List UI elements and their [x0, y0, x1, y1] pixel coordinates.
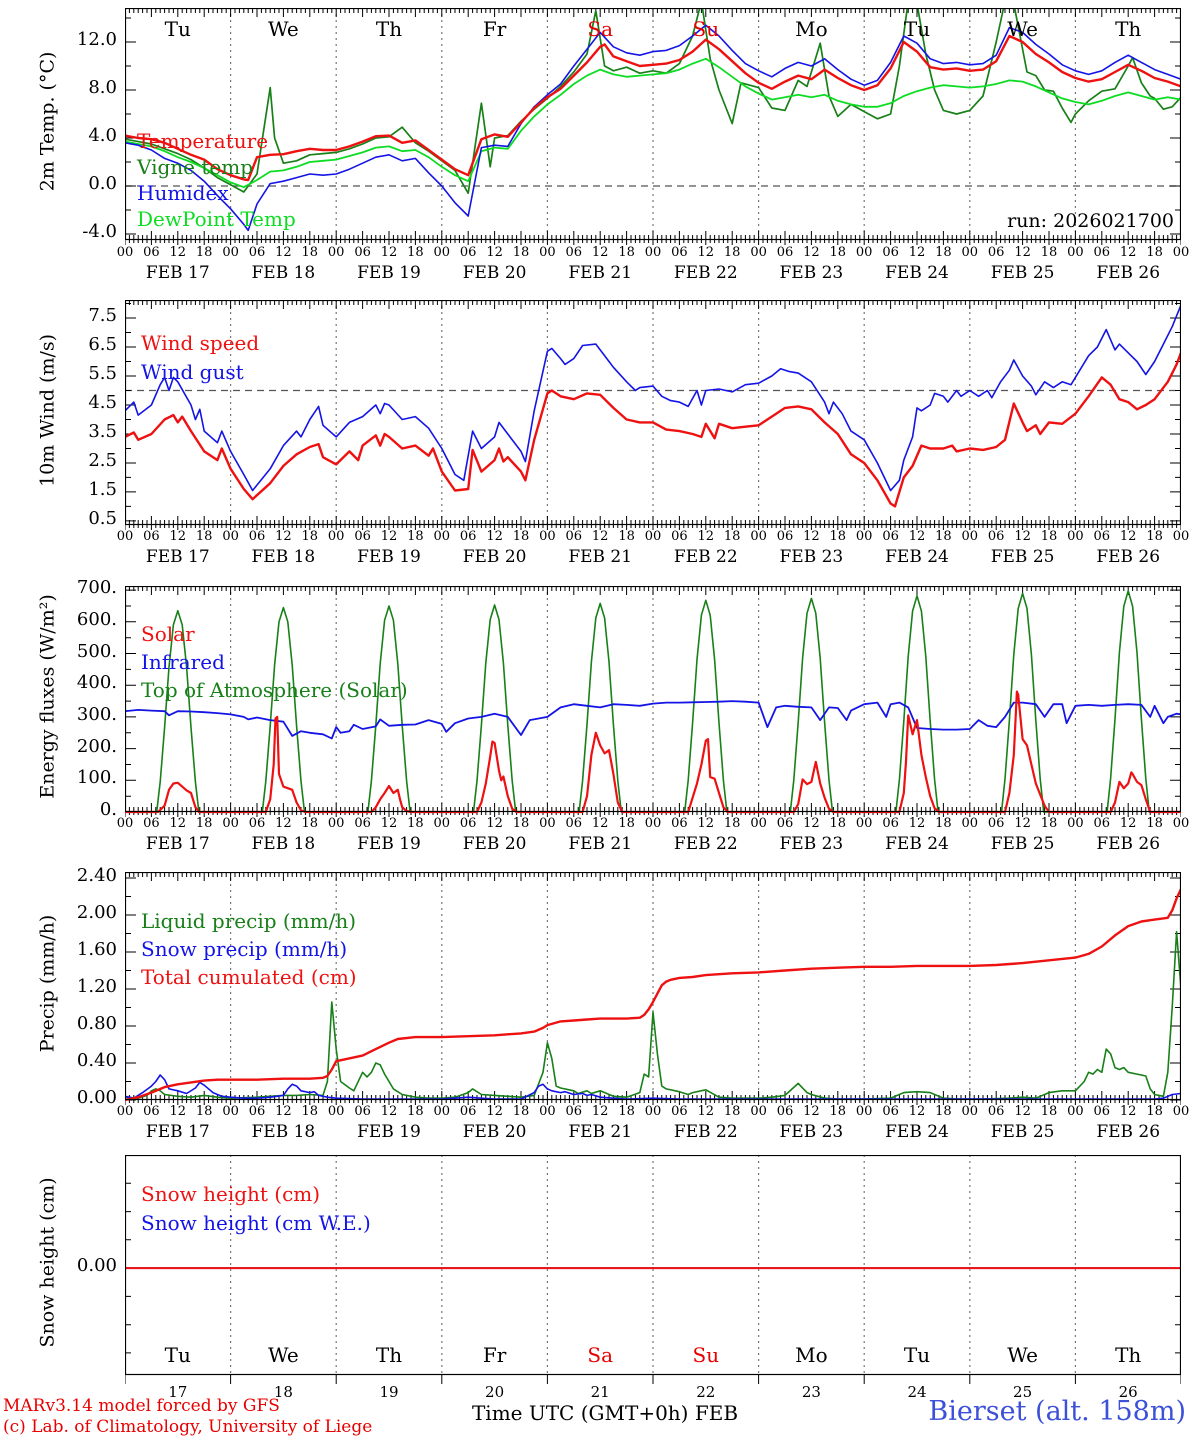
y-tick-label: 1.20: [76, 976, 117, 997]
hour-tick-label: 12: [908, 529, 926, 544]
hour-tick-label: 18: [723, 1104, 741, 1119]
hour-tick-label: 12: [169, 1104, 187, 1119]
hour-tick-label: 12: [591, 1104, 609, 1119]
legend-vigne-temp: Vigne temp: [137, 155, 254, 179]
date-number: 18: [273, 1383, 293, 1401]
hour-tick-label: 06: [1093, 816, 1111, 831]
hour-tick-label: 06: [882, 245, 899, 260]
hour-tick-label: 18: [935, 529, 952, 544]
date-label: FEB 22: [673, 547, 738, 567]
hour-tick-label: 18: [1040, 245, 1058, 260]
date-number: 17: [168, 1383, 188, 1401]
date-label: FEB 24: [885, 263, 949, 283]
hour-tick-label: 12: [591, 245, 609, 260]
date-number: 19: [379, 1383, 399, 1401]
date-number: 25: [1013, 1383, 1033, 1401]
hour-tick-label: 12: [380, 529, 398, 544]
date-label: FEB 18: [251, 263, 316, 283]
hour-tick-label: 00: [855, 816, 873, 831]
date-number: 26: [1118, 1383, 1138, 1401]
hour-tick-label: 18: [618, 529, 635, 544]
hour-tick-label: 06: [354, 529, 371, 544]
y-tick-label: 1.60: [76, 939, 117, 960]
footer-model-credit: MARv3.14 model forced by GFS: [3, 1396, 280, 1416]
hour-tick-label: 18: [618, 1104, 635, 1119]
y-tick-label: 8.0: [88, 76, 117, 98]
date-label: FEB 22: [673, 263, 738, 283]
y-tick-label: 4.0: [88, 124, 117, 146]
y-tick-label: 0.5: [88, 507, 117, 529]
y-tick-label: 700.: [76, 577, 117, 599]
day-label-th: Th: [1115, 1343, 1142, 1367]
date-label: FEB 21: [568, 547, 633, 567]
date-label: FEB 24: [885, 1122, 949, 1142]
hour-tick-label: 00: [116, 529, 134, 544]
day-label-su: Su: [692, 17, 720, 41]
day-label-we: We: [268, 1343, 299, 1367]
hour-tick-label: 18: [829, 816, 847, 831]
hour-tick-label: 18: [618, 245, 635, 260]
date-label: FEB 26: [1096, 547, 1161, 567]
hour-tick-label: 06: [882, 1104, 899, 1119]
day-label-su: Su: [692, 1343, 720, 1367]
hour-tick-label: 18: [1146, 816, 1163, 831]
hour-tick-label: 06: [143, 529, 160, 544]
hour-tick-label: 06: [143, 245, 160, 260]
day-label-tu: Tu: [903, 1343, 931, 1367]
date-label: FEB 25: [990, 547, 1055, 567]
hour-tick-label: 12: [486, 1104, 503, 1119]
y-tick-label: 0.80: [76, 1013, 117, 1034]
hour-tick-label: 12: [486, 245, 503, 260]
date-label: FEB 18: [251, 1122, 316, 1142]
hour-tick-label: 12: [803, 816, 820, 831]
legend-wind-speed: Wind speed: [141, 331, 260, 355]
hour-tick-label: 18: [301, 816, 319, 831]
snow-height-panel-axis-label: Snow height (cm): [36, 1177, 59, 1348]
hour-tick-label: 06: [459, 529, 477, 544]
hour-tick-label: 18: [195, 816, 213, 831]
hour-tick-label: 12: [1119, 245, 1137, 260]
y-tick-label: 100.: [76, 767, 117, 789]
hour-tick-label: 00: [222, 1104, 239, 1119]
date-label: FEB 17: [145, 834, 210, 854]
hour-tick-label: 06: [882, 816, 899, 831]
date-number: 24: [907, 1383, 927, 1401]
hour-tick-label: 00: [222, 816, 239, 831]
hour-tick-label: 18: [1040, 1104, 1058, 1119]
date-label: FEB 18: [251, 547, 316, 567]
y-tick-label: 4.5: [88, 391, 117, 413]
hour-tick-label: 12: [697, 529, 715, 544]
hour-tick-label: 18: [407, 816, 424, 831]
hour-tick-label: 00: [961, 816, 979, 831]
date-label: FEB 21: [568, 263, 633, 283]
y-tick-label: 0.40: [76, 1050, 117, 1071]
date-label: FEB 20: [462, 834, 527, 854]
hour-tick-label: 12: [908, 816, 926, 831]
date-label: FEB 20: [462, 1122, 527, 1142]
energy-panel-axis-label: Energy fluxes (W/m²): [36, 594, 59, 799]
hour-tick-label: 00: [327, 529, 345, 544]
day-label-mo: Mo: [795, 1343, 828, 1367]
hour-tick-label: 00: [855, 245, 873, 260]
date-label: FEB 20: [462, 263, 527, 283]
hour-tick-label: 00: [1067, 245, 1084, 260]
hour-tick-label: 06: [987, 1104, 1005, 1119]
hour-tick-label: 06: [248, 529, 266, 544]
date-label: FEB 24: [885, 834, 949, 854]
hour-tick-label: 18: [1146, 1104, 1163, 1119]
hour-tick-label: 00: [433, 245, 451, 260]
y-tick-label: 0.0: [88, 172, 117, 194]
wind-panel-axis-label: 10m Wind (m/s): [36, 333, 59, 487]
hour-tick-label: 12: [697, 816, 715, 831]
date-label: FEB 23: [779, 834, 844, 854]
station-label: Bierset (alt. 158m): [928, 1396, 1186, 1427]
date-label: FEB 23: [779, 1122, 844, 1142]
hour-tick-label: 06: [565, 529, 583, 544]
y-tick-label: 2.00: [76, 902, 117, 923]
y-tick-label: 1.5: [88, 478, 117, 500]
hour-tick-label: 12: [169, 245, 187, 260]
hour-tick-label: 18: [935, 245, 952, 260]
hour-tick-label: 00: [433, 816, 451, 831]
y-tick-label: 500.: [76, 640, 117, 662]
hour-tick-label: 12: [1119, 529, 1137, 544]
date-label: FEB 21: [568, 834, 633, 854]
date-label: FEB 23: [779, 547, 844, 567]
legend-dewpoint-temp: DewPoint Temp: [137, 207, 296, 231]
date-label: FEB 25: [990, 1122, 1055, 1142]
date-label: FEB 19: [357, 834, 421, 854]
y-tick-label: 400.: [76, 672, 117, 694]
hour-tick-label: 00: [855, 529, 873, 544]
hour-tick-label: 12: [1014, 245, 1031, 260]
hour-tick-label: 06: [671, 245, 688, 260]
day-label-we: We: [268, 17, 299, 41]
hour-tick-label: 12: [486, 816, 503, 831]
date-label: FEB 19: [357, 1122, 421, 1142]
day-label-sa: Sa: [587, 17, 613, 41]
hour-tick-label: 12: [380, 245, 398, 260]
hour-tick-label: 12: [169, 816, 187, 831]
y-tick-label: 0.00: [76, 1087, 117, 1108]
y-tick-label: 2.40: [76, 865, 117, 886]
hour-tick-label: 00: [1067, 1104, 1084, 1119]
hour-tick-label: 06: [1093, 1104, 1111, 1119]
date-label: FEB 25: [990, 834, 1055, 854]
hour-tick-label: 18: [407, 529, 424, 544]
hour-tick-label: 00: [750, 245, 767, 260]
temperature-panel-axis-label: 2m Temp. (°C): [36, 51, 59, 192]
legend-wind-gust: Wind gust: [141, 360, 244, 384]
hour-tick-label: 06: [671, 529, 688, 544]
hour-tick-label: 06: [459, 245, 477, 260]
hour-tick-label: 00: [644, 1104, 662, 1119]
footer-copyright: (c) Lab. of Climatology, University of Liege: [3, 1417, 373, 1437]
date-label: FEB 20: [462, 547, 527, 567]
x-axis-title: Time UTC (GMT+0h) FEB: [471, 1401, 739, 1425]
day-label-th: Th: [375, 1343, 403, 1367]
y-tick-label: 5.5: [88, 362, 117, 384]
precip-panel-axis-label: Precip (mm/h): [36, 914, 59, 1053]
y-tick-label: 6.5: [88, 333, 117, 355]
hour-tick-label: 18: [1146, 245, 1163, 260]
hour-tick-label: 06: [987, 816, 1005, 831]
hour-tick-label: 12: [486, 529, 503, 544]
legend-temperature: Temperature: [137, 129, 269, 153]
hour-tick-label: 12: [380, 1104, 398, 1119]
day-label-tu: Tu: [164, 17, 191, 41]
date-label: FEB 24: [885, 547, 949, 567]
hour-tick-label: 06: [354, 1104, 371, 1119]
day-label-we: We: [1007, 17, 1038, 41]
date-label: FEB 17: [145, 547, 210, 567]
hour-tick-label: 00: [1067, 529, 1084, 544]
hour-tick-label: 12: [697, 1104, 715, 1119]
wind-panel-frame: [126, 301, 1181, 525]
hour-tick-label: 06: [671, 816, 688, 831]
hour-tick-label: 12: [803, 245, 820, 260]
hour-tick-label: 18: [512, 529, 530, 544]
hour-tick-label: 18: [935, 1104, 952, 1119]
date-number: 20: [485, 1383, 505, 1401]
day-gridlines: [231, 1155, 1076, 1375]
hour-tick-label: 00: [1172, 1104, 1190, 1119]
y-tick-label: 7.5: [88, 304, 117, 326]
date-number: 22: [696, 1383, 716, 1401]
hour-tick-label: 06: [143, 816, 160, 831]
hour-tick-label: 18: [1040, 529, 1058, 544]
hour-tick-label: 12: [1119, 1104, 1137, 1119]
day-label-tu: Tu: [903, 17, 931, 41]
hour-tick-label: 18: [301, 245, 319, 260]
legend-infrared: Infrared: [141, 650, 225, 674]
day-label-fr: Fr: [482, 17, 507, 41]
hour-tick-label: 00: [961, 1104, 979, 1119]
date-label: FEB 22: [673, 1122, 738, 1142]
hour-tick-label: 18: [829, 529, 847, 544]
legend-humidex: Humidex: [137, 181, 229, 205]
hour-tick-label: 18: [1146, 529, 1163, 544]
hour-tick-label: 12: [275, 816, 292, 831]
hour-tick-label: 00: [750, 816, 767, 831]
hour-tick-label: 18: [512, 245, 530, 260]
hour-tick-label: 18: [195, 245, 213, 260]
hour-tick-label: 06: [776, 816, 794, 831]
hour-tick-label: 00: [222, 245, 239, 260]
hour-tick-label: 00: [116, 1104, 134, 1119]
hour-tick-label: 00: [116, 245, 134, 260]
hour-tick-label: 12: [591, 529, 609, 544]
hour-tick-label: 00: [539, 816, 556, 831]
hour-tick-label: 06: [671, 1104, 688, 1119]
day-label-sa: Sa: [587, 1343, 613, 1367]
hour-tick-label: 18: [1040, 816, 1058, 831]
hour-tick-label: 00: [116, 816, 134, 831]
hour-tick-label: 06: [143, 1104, 160, 1119]
hour-tick-label: 00: [644, 816, 662, 831]
energy-panel: [125, 586, 1181, 824]
hour-tick-label: 00: [855, 1104, 873, 1119]
hour-tick-label: 00: [433, 1104, 451, 1119]
hour-tick-label: 00: [327, 245, 345, 260]
hour-tick-label: 06: [248, 245, 266, 260]
hour-tick-label: 06: [882, 529, 899, 544]
hour-tick-label: 12: [169, 529, 187, 544]
date-number: 21: [590, 1383, 610, 1401]
hour-tick-label: 00: [644, 245, 662, 260]
day-gridlines: [231, 8, 1076, 240]
hour-tick-label: 06: [459, 1104, 477, 1119]
hour-tick-label: 06: [565, 245, 583, 260]
hour-tick-label: 12: [908, 1104, 926, 1119]
day-label-tu: Tu: [164, 1343, 191, 1367]
hour-tick-label: 00: [644, 529, 662, 544]
legend-snow-height-cm-: Snow height (cm): [141, 1182, 321, 1206]
hour-tick-label: 00: [1067, 816, 1084, 831]
hour-tick-label: 18: [195, 1104, 213, 1119]
hour-tick-label: 18: [407, 1104, 424, 1119]
date-label: FEB 25: [990, 263, 1055, 283]
y-tick-label: 12.0: [76, 28, 117, 50]
humidex-line: [125, 25, 1181, 230]
day-label-th: Th: [375, 17, 403, 41]
hour-tick-label: 06: [987, 245, 1005, 260]
day-label-we: We: [1007, 1343, 1038, 1367]
date-label: FEB 21: [568, 1122, 633, 1142]
date-label: FEB 18: [251, 834, 316, 854]
y-tick-label: 0.: [99, 799, 117, 820]
hour-tick-label: 18: [195, 529, 213, 544]
hour-tick-label: 18: [301, 529, 319, 544]
date-label: FEB 26: [1096, 834, 1161, 854]
run-label: run: 2026021700: [1007, 210, 1174, 232]
date-label: FEB 19: [357, 547, 421, 567]
hour-tick-label: 18: [512, 1104, 530, 1119]
hour-tick-label: 18: [829, 245, 847, 260]
hour-tick-label: 12: [275, 1104, 292, 1119]
hour-tick-label: 06: [565, 816, 583, 831]
hour-tick-label: 18: [618, 816, 635, 831]
hour-tick-label: 00: [222, 529, 239, 544]
hour-tick-label: 18: [935, 816, 952, 831]
hour-tick-label: 00: [750, 1104, 767, 1119]
hour-tick-label: 06: [1093, 245, 1111, 260]
hour-tick-label: 12: [275, 245, 292, 260]
hour-tick-label: 18: [301, 1104, 319, 1119]
hour-tick-label: 06: [565, 1104, 583, 1119]
hour-tick-label: 18: [723, 816, 741, 831]
hour-tick-label: 06: [354, 245, 371, 260]
day-gridlines: [231, 872, 1076, 1100]
y-tick-label: 300.: [76, 703, 117, 725]
hour-tick-label: 18: [723, 529, 741, 544]
hour-tick-label: 00: [327, 816, 345, 831]
hour-tick-label: 00: [750, 529, 767, 544]
hour-tick-label: 12: [275, 529, 292, 544]
day-gridlines: [231, 300, 1076, 525]
hour-tick-label: 12: [908, 245, 926, 260]
hour-tick-label: 18: [407, 245, 424, 260]
hour-tick-label: 12: [1014, 1104, 1031, 1119]
hour-tick-label: 12: [697, 245, 715, 260]
hour-tick-label: 06: [776, 1104, 794, 1119]
day-label-fr: Fr: [482, 1343, 507, 1367]
hour-tick-label: 06: [248, 1104, 266, 1119]
hour-tick-label: 18: [723, 245, 741, 260]
hour-tick-label: 00: [1172, 816, 1190, 831]
hour-tick-label: 12: [591, 816, 609, 831]
hour-tick-label: 00: [1172, 245, 1190, 260]
hour-tick-label: 00: [539, 245, 556, 260]
hour-tick-label: 12: [1014, 529, 1031, 544]
hour-tick-label: 00: [327, 1104, 345, 1119]
hour-tick-label: 00: [961, 529, 979, 544]
hour-tick-label: 12: [803, 529, 820, 544]
precip-panel: [125, 872, 1181, 1112]
hour-tick-label: 06: [987, 529, 1005, 544]
day-label-mo: Mo: [795, 17, 828, 41]
legend-top-of-atmosphere-solar-: Top of Atmosphere (Solar): [141, 678, 408, 702]
hour-tick-label: 06: [248, 816, 266, 831]
hour-tick-label: 00: [1172, 529, 1190, 544]
y-tick-label: 200.: [76, 735, 117, 757]
date-label: FEB 17: [145, 263, 210, 283]
legend-snow-precip-mm-h-: Snow precip (mm/h): [141, 937, 348, 961]
day-label-th: Th: [1115, 17, 1142, 41]
y-tick-label: 3.5: [88, 420, 117, 442]
legend-snow-height-cm-w-e-: Snow height (cm W.E.): [141, 1211, 371, 1235]
legend-total-cumulated-cm-: Total cumulated (cm): [141, 965, 357, 989]
hour-tick-label: 00: [539, 529, 556, 544]
y-tick-label: -4.0: [82, 220, 117, 242]
hour-tick-label: 18: [829, 1104, 847, 1119]
y-tick-label: 600.: [76, 608, 117, 630]
y-tick-label: 2.5: [88, 449, 117, 471]
legend-solar: Solar: [141, 622, 195, 646]
date-label: FEB 23: [779, 263, 844, 283]
hour-tick-label: 06: [776, 529, 794, 544]
hour-tick-label: 12: [380, 816, 398, 831]
hour-tick-label: 12: [1119, 816, 1137, 831]
hour-tick-label: 06: [459, 816, 477, 831]
hour-tick-label: 06: [1093, 529, 1111, 544]
date-number: 23: [801, 1383, 821, 1401]
wind-panel: [125, 300, 1181, 537]
hour-tick-label: 00: [961, 245, 979, 260]
hour-tick-label: 06: [354, 816, 371, 831]
hour-tick-label: 00: [539, 1104, 556, 1119]
hour-tick-label: 12: [803, 1104, 820, 1119]
solar-line: [125, 692, 1181, 812]
hour-tick-label: 18: [512, 816, 530, 831]
date-label: FEB 19: [357, 263, 421, 283]
date-label: FEB 17: [145, 1122, 210, 1142]
date-label: FEB 22: [673, 834, 738, 854]
date-label: FEB 26: [1096, 1122, 1161, 1142]
y-tick-label: 0.00: [76, 1255, 117, 1277]
date-label: FEB 26: [1096, 263, 1161, 283]
hour-tick-label: 06: [776, 245, 794, 260]
hour-tick-label: 00: [433, 529, 451, 544]
legend-liquid-precip-mm-h-: Liquid precip (mm/h): [141, 909, 357, 933]
hour-tick-label: 12: [1014, 816, 1031, 831]
